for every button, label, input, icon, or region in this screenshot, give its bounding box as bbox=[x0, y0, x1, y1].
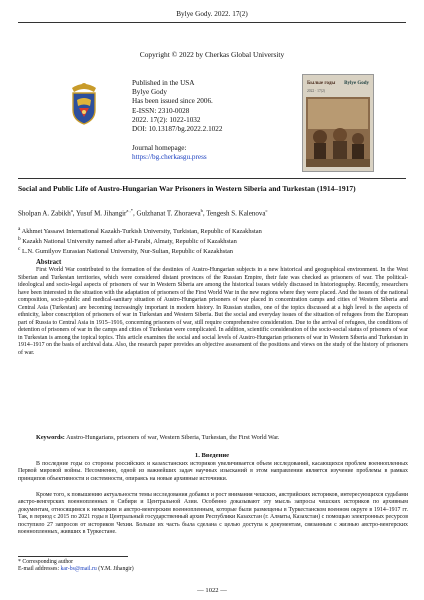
author-affil-mark: c bbox=[265, 208, 268, 213]
cover-brand: Bylye Gody bbox=[344, 81, 369, 86]
page-number: — 1022 — bbox=[197, 587, 227, 594]
homepage-link[interactable]: https://bg.cherkasgu.press bbox=[132, 153, 207, 162]
email-link[interactable]: kar-bs@mail.ru bbox=[60, 566, 97, 573]
footnote-rule bbox=[18, 556, 128, 557]
author-name: Tengesh S. Kalenova bbox=[206, 209, 266, 218]
author-name: Yusuf M. Jihangir bbox=[76, 209, 127, 218]
author-name: Gulzhanat T. Zhoraeva bbox=[136, 209, 201, 218]
copyright-line: Copyright © 2022 by Cherkas Global University bbox=[139, 50, 285, 59]
issued-since: Has been issued since 2006. bbox=[132, 97, 213, 106]
author-affil-mark: a bbox=[70, 208, 73, 213]
keywords-text: Austro-Hungarians, prisoners of war, Western Siberia, Turkestan, the First World War. bbox=[66, 434, 280, 441]
author-list: Sholpan A. Zabikh$^a$, Yusuf M. Jihangir$^{a ,*}$, Gulzhanat T. Zhoraeva$^b$, Tengesh S. Kalenova$^c$ bbox=[18, 208, 268, 218]
keywords-label: Keywords: bbox=[36, 434, 65, 441]
abstract-heading: Abstract bbox=[36, 259, 62, 266]
keywords bbox=[18, 434, 408, 442]
coat-of-arms-icon bbox=[66, 78, 102, 126]
affiliation-b: $^b$ Kazakh National University named after al-Farabi, Almaty, Republic of Kazakhstan bbox=[18, 235, 237, 246]
body-paragraph: Кроме того, к повышению актуальности темы исследования добавил и рост внимания чешских, австрийских историков, интересующихся судьбами австро-венгерских военнопленных в Сибири и Центральной Азии. Особенно доказывают эту мысль запросы чешских историков по архивным документам, относящимся к немецким и австро-венгерским военнопленным, которые были размещены в Туркестанском военном округе в 1914–1917 гг. Так, в период с 2015 по 2021 годы в Центральный государственный архив Республики Казахстан (г. Алматы, Казахстан) с помощью электронных ресурсов поступило 27 запросов от историков Чехии. Больше их часть была сделана с целью доступа к документам, связанным с жизнью австро-венгерских военнопленных, живших в Туркестане. bbox=[18, 492, 408, 536]
title-rule bbox=[18, 178, 406, 179]
doi: DOI: 10.13187/bg.2022.2.1022 bbox=[132, 125, 223, 134]
abstract-text: First World War contributed to the formation of the destinies of Austro-Hungarian subjects in a new historical and geographical environment. In the West Siberian and Turkestan territories, which were considered distant provinces of the Russian Empire, their fate was checked as prisoners of war. The political-ideological and socio-legal aspects of prisoners of war in Western Siberia are among the historical issues widely discussed in historiography. Recently, researchers have been interested in the situation with the adaptation of prisoners of the First World War in the new regions where they were placed. And the issues of the national composition, socio-public and medical-sanitary situation of Austro-Hungarian prisoners of war placed in concentration camps and cities of Western Siberia and Central Asia (Turkestan) are becoming increasingly important in modern history. In Russian studies, one of the topics discussed at a high level is the aspects of ethnicity, labor conscription of prisoners of war in Turkestan and Western Siberia. But the social and everyday issues of the situation of refugees from the European part of Russia to Central Asia in 1915–1916, concerning prisoners of war, still require comprehensive consideration. Due to the arrival of refugees, the conditions of detention of prisoners of war in the camps and cities of Turkestan were complicated. In addition, scientific consideration of the socio-social status of prisoners of war in Turkestan is among the topical topics. This article examines the social and social levels of Austro-Hungarian prisoners of war in Western Siberia and Turkestan in 1914–1917 on the basis of archival data. Also, the research paper provides an objective assessment of the positions and views on the study of the history of prisoners of war. bbox=[18, 267, 408, 357]
affiliation-c: $^c$ L.N. Gumilyov Eurasian National University, Nur-Sultan, Republic of Kazakhstan bbox=[18, 245, 233, 255]
issue-pages: 2022. 17(2): 1022-1032 bbox=[132, 115, 201, 124]
author-name: Sholpan A. Zabikh bbox=[18, 209, 71, 218]
affiliations bbox=[18, 226, 408, 256]
email-owner: (Y.M. Jihangir) bbox=[98, 566, 134, 573]
journal-name: Bylye Gody bbox=[132, 88, 167, 97]
cover-subtitle: 2022 · 17(2) bbox=[307, 89, 325, 93]
running-head: Bylye Gody. 2022. 17(2) bbox=[176, 10, 248, 18]
cover-painting-icon bbox=[306, 97, 370, 167]
section-heading: 1. Введение bbox=[194, 452, 230, 459]
email-note bbox=[18, 566, 134, 573]
affiliation-a: $^a$ Akhmet Yassawi International Kazakh-Turkish University, Turkistan, Republic of Kazakhstan bbox=[18, 226, 262, 236]
published-in: Published in the USA bbox=[132, 79, 195, 87]
header-rule bbox=[18, 22, 406, 23]
journal-cover bbox=[302, 74, 374, 172]
body-paragraph: В последние годы со стороны российских и казахстанских историков увеличивается объем исследований, касающихся проблем военнопленных Первой мировой войны. Несомненно, одной из важнейших задач научных изысканий в этом направлении является изучение проблемы в рамках принципов объективности и системности, опираясь на новые архивные источники. bbox=[18, 461, 408, 482]
article-title: Social and Public Life of Austro-Hungarian War Prisoners in Western Siberia and Turkestan (1914–1917) bbox=[18, 184, 356, 193]
cover-title: Былые годы bbox=[307, 81, 336, 86]
homepage-label: Journal homepage: bbox=[132, 144, 187, 153]
author-affil-mark: a ,* bbox=[126, 208, 134, 213]
e-issn: E-ISSN: 2310-0028 bbox=[132, 106, 190, 115]
author-affil-mark: b bbox=[200, 208, 203, 213]
email-label: E-mail addresses: bbox=[18, 566, 60, 573]
corresponding-author-note: * Corresponding author bbox=[18, 559, 74, 565]
publication-info bbox=[132, 79, 222, 163]
footnotes bbox=[18, 559, 134, 573]
